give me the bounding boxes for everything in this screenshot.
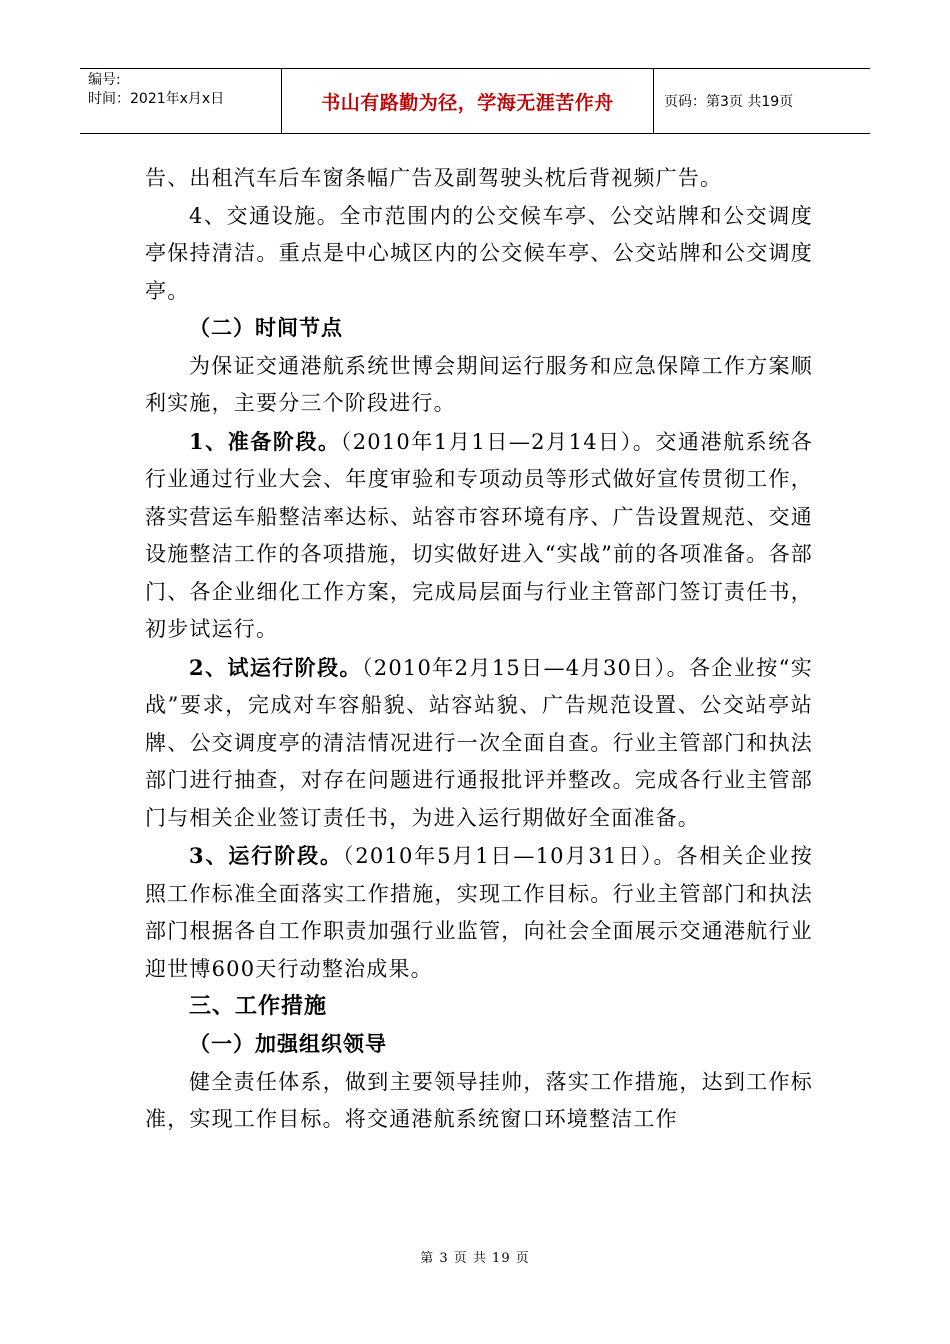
heading-time-nodes: （二）时间节点 — [189, 316, 343, 340]
stage-2-text: （2010年2月15日—4月30日）。各企业按“实战”要求，完成对车容船貌、站容站貌、广告规范设置、公交站亭站牌、公交调度亭的清洁情况进行一次全面自查。行业主管部门和执法部门进行抽查，对存在问题进行通报批评并整改。完成各行业主管部门与相关企业签订责任书，为进入运行期做好全面准备。 — [145, 655, 813, 830]
paragraph-stage-2 — [145, 649, 813, 838]
stage-1-title: 1、准备阶段。 — [189, 428, 341, 454]
paragraph-responsibility: 健全责任体系，做到主要领导挂帅，落实工作措施，达到工作标准，实现工作目标。将交通港航系统窗口环境整洁工作 — [145, 1069, 813, 1131]
stage-2-title: 2、试运行阶段。 — [189, 654, 362, 680]
stage-3-title: 3、运行阶段。 — [189, 843, 343, 868]
page-footer: 第 3 页 共 19 页 — [420, 1251, 530, 1266]
heading-work-measures: 三、工作措施 — [189, 994, 328, 1019]
paragraph-stage-3 — [145, 837, 813, 988]
stage-3-text: （2010年5月1日—10月31日）。各相关企业按照工作标准全面落实工作措施，实现工作目标。行业主管部门和执法部门根据各自工作职责加强行业监管，向社会全面展示交通港航行业迎世博600天行动整治成果。 — [145, 844, 814, 981]
header-page-info: 页码：第3页 共19页 — [664, 94, 794, 110]
document-body — [145, 160, 813, 1139]
paragraph-stage-1 — [145, 423, 813, 649]
stage-1-text: （2010年1月1日—2月14日）。交通港航系统各行业通过行业大会、年度审验和专项动员等形式做好宣传贯彻工作，落实营运车船整洁率达标、站容市容环境有序、广告设置规范、交通设施整洁工作的各项措施，切实做好进入“实战”前的各项准备。各部门、各企业细化工作方案，完成局层面与行业主管部门签订责任书，初步试运行。 — [145, 429, 814, 641]
heading-organization: （一）加强组织领导 — [189, 1032, 387, 1056]
header-motto-cell — [282, 69, 654, 133]
paragraph-1: 告、出租汽车后车窗条幅广告及副驾驶头枕后背视频广告。 — [145, 166, 723, 190]
time-label: 时间：2021年x月x日 — [88, 91, 225, 107]
paragraph-intro-stages: 为保证交通港航系统世博会期间运行服务和应急保障工作方案顺利实施，主要分三个阶段进行。 — [145, 353, 813, 415]
page-header — [80, 68, 870, 134]
header-motto: 书山有路勤为径，学海无涯苦作舟 — [321, 91, 614, 114]
header-meta — [80, 69, 282, 133]
paragraph-transport-facilities: 4、交通设施。全市范围内的公交候车亭、公交站牌和公交调度亭保持清洁。重点是中心城区内的公交候车亭、公交站牌和公交调度亭。 — [145, 203, 813, 303]
number-label: 编号: — [88, 72, 121, 88]
